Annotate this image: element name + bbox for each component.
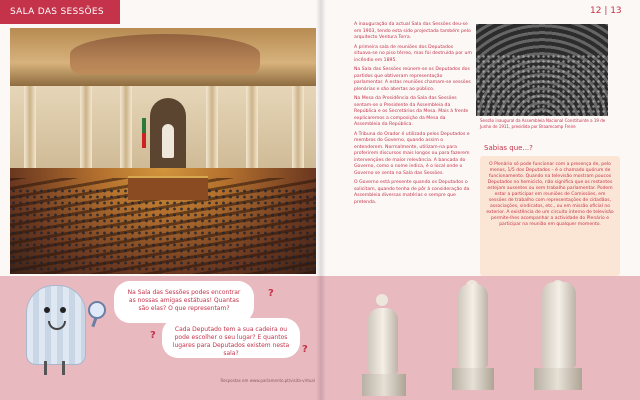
article-paragraph: A inauguração da actual Sala das Sessões deu-se em 1903, tendo esta sido projectada também pelo arquitecto Ventura Terra. xyxy=(354,22,471,40)
section-title-tab: SALA DAS SESSÕES xyxy=(0,0,120,24)
ceiling-fresco xyxy=(70,34,260,74)
historic-session-photo xyxy=(476,24,608,116)
mascot-leg xyxy=(44,361,47,375)
magnifier-icon xyxy=(88,301,106,319)
session-hall-photo xyxy=(10,28,316,274)
deputies-crowd xyxy=(10,188,316,274)
article-paragraph: A primeira sala de reuniões dos Deputados situava-se no piso térreo, mas foi destruída por um incêndio em 1895. xyxy=(354,44,472,63)
photo-crowd xyxy=(476,54,608,116)
article-body xyxy=(354,22,472,209)
statue-2 xyxy=(448,280,498,390)
statue-body xyxy=(458,284,488,368)
flag xyxy=(142,118,146,148)
article-paragraph: Na Sala das Sessões reúnem-se os Deputados dos partidos que obtiveram representação parlamentar. A estas reuniões chamam-se sessões plenárias e são abertas ao público. xyxy=(354,67,471,92)
article-paragraph: A Tribuna do Orador é utilizada pelos Deputados e membros do Governo, quando assim o entenderem. Normalmente, utilizam-na para proferirem discursos mais longos ou para fazerem intervenções de maior relevância. A bancada do Governo, como o nome indica, é o local onde o Governo se senta na Sala das Sessões. xyxy=(354,131,470,176)
statue-head xyxy=(376,294,388,306)
statue-body xyxy=(542,282,576,368)
column xyxy=(80,86,92,176)
speech-bubble-seats: Cada Deputado tem a sua cadeira ou pode escolher o seu lugar? E quantos lugares para Deputados existem nesta sala? xyxy=(162,318,300,358)
mascot-eye xyxy=(60,307,66,313)
column xyxy=(246,86,258,176)
statue-body xyxy=(368,308,398,374)
mascot-eye xyxy=(44,307,50,313)
article-paragraph: Na Mesa da Presidência da Sala das Sessões sentam-se o Presidente da Assembleia da República e os Secretários da Mesa. Mais à frente explicaremos a composição da Mesa da Assembleia da República. xyxy=(354,96,469,127)
mascot-character xyxy=(26,285,84,363)
book-gutter xyxy=(316,0,326,400)
article-paragraph: O Governo está presente quando os Deputados o solicitam, quando tenha de pôr à consideração da Assembleia diversas matérias e sempre que pretenda. xyxy=(354,180,470,205)
page-number: 12 | 13 xyxy=(590,6,622,16)
statue-figure xyxy=(162,124,174,158)
column xyxy=(292,86,304,176)
statue-3 xyxy=(530,280,586,390)
question-mark: ? xyxy=(302,344,308,355)
presidency-table xyxy=(128,176,208,200)
statue-pedestal xyxy=(534,368,582,390)
column xyxy=(206,86,218,176)
column xyxy=(24,86,36,176)
photo-caption: Sessão inaugural da Assembleia Nacional Constituinte a 19 de Junho de 1911, presidida por Braamcamp Freire xyxy=(480,118,606,129)
question-mark: ? xyxy=(268,288,274,299)
did-you-know-title: Sabias que...? xyxy=(484,144,533,152)
statue-pedestal xyxy=(362,374,406,396)
question-mark: ? xyxy=(150,330,156,341)
statue-pedestal xyxy=(452,368,494,390)
column xyxy=(120,86,132,176)
did-you-know-box: O Plenário só pode funcionar com a presença de, pelo menos, 1/5 dos Deputados – é o chamado quórum de funcionamento. Quando na televisão mostram poucos Deputados no hemiciclo, não significa que os restantes estejam ausentes ou sem trabalho parlamentar. Podem estar a participar em reuniões de Comissões, em sessões de trabalho com representações de cidadãos, associações, sindicatos, etc., ou em missão oficial no exterior. A existência de um circuito interno de televisão permite-lhes acompanhar a actividade do Plenário e participar na reunião em qualquer momento. xyxy=(480,156,620,276)
answers-link[interactable]: Respostas em www.parlamento.pt/visita-virtual xyxy=(220,378,315,383)
speech-bubble-statues: Na Sala das Sessões podes encontrar as nossas amigas estátuas! Quantas são elas? O que representam? xyxy=(114,281,254,323)
statue-1 xyxy=(360,286,410,396)
mascot-leg xyxy=(62,361,65,375)
